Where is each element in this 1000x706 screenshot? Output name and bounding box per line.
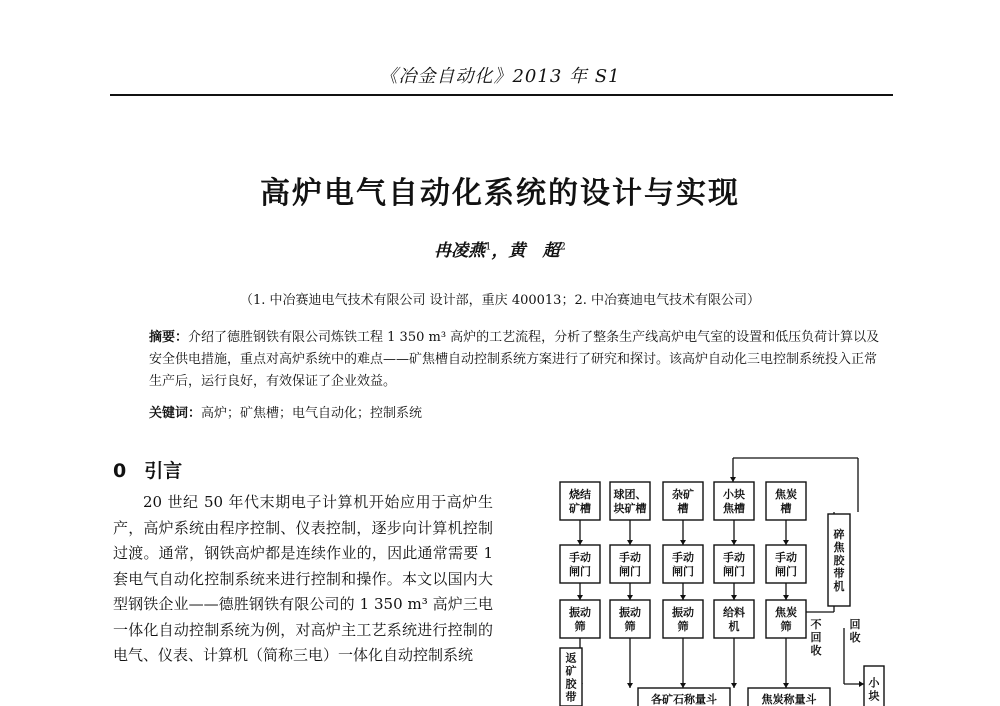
- hopper-arrow: [783, 683, 789, 688]
- abstract-label: 摘要：: [149, 330, 189, 345]
- crushed-coke-belt-box-label: 碎: [833, 528, 845, 541]
- gate-box-label: 手动: [619, 551, 641, 564]
- flow-boxes: [560, 482, 884, 706]
- affiliation: （1. 中冶赛迪电气技术有限公司 设计部，重庆 400013；2. 中冶赛迪电气技术有限公司）: [240, 293, 760, 308]
- gate-box-label: 闸门: [569, 565, 591, 578]
- hopper-arrow: [627, 683, 633, 688]
- gate-box-label: 手动: [723, 551, 745, 564]
- body-paragraph: 20 世纪 50 年代末期电子计算机开始应用于高炉生产，高炉系统由程序控制、仪表控制，逐步向计算机控制过渡。通常，钢铁高炉都是连续作业的，因此通常需要 1 套电气自动化控制系统来进行控制和操作。本文以国内大型钢铁企业——德胜钢铁有限公司的 1 350 m³ 高炉三电一体化自动控制系统为例，对高炉主工艺系统进行控制的电气、仪表、计算机（简称三电）一体化自动控制系统: [113, 493, 493, 664]
- screen-box: [560, 600, 600, 638]
- small-lump-box: [864, 666, 884, 706]
- bin-box-label: 烧结: [569, 488, 591, 501]
- column-arrow: [627, 540, 633, 545]
- author-separator: ，: [491, 241, 509, 261]
- column-arrow: [783, 595, 789, 600]
- keywords-label: 关键词：: [149, 406, 202, 421]
- running-head: 《冶金自动化》2013 年 S1: [379, 66, 621, 87]
- bin-box-label: 小块: [723, 488, 745, 501]
- bin-box-label: 槽: [780, 502, 792, 515]
- gate-box-label: 闸门: [775, 565, 797, 578]
- bin-box-label: 矿槽: [569, 502, 591, 515]
- hopper-arrow: [731, 683, 737, 688]
- crushed-coke-belt-box-label: 带: [833, 567, 845, 580]
- ore-hopper-box-label: 各矿石称量斗: [651, 693, 717, 706]
- gate-box-label: 闸门: [723, 565, 745, 578]
- section-title: 引言: [144, 460, 183, 482]
- screen-box-label: 筛: [574, 620, 586, 633]
- section-number: 0: [113, 460, 127, 482]
- bin-box: [610, 482, 650, 520]
- section-heading: [113, 456, 200, 483]
- screen-box: [663, 600, 703, 638]
- gate-box-label: 闸门: [672, 565, 694, 578]
- screen-box-label: 筛: [677, 620, 689, 633]
- bin-box: [560, 482, 600, 520]
- bin-box: [663, 482, 703, 520]
- return-belt-box-label: 胶: [565, 677, 577, 691]
- return-belt-box-label: 返: [565, 651, 577, 665]
- screen-box-label: 给料: [723, 606, 745, 619]
- column-arrow: [577, 595, 583, 600]
- header-rule: [110, 94, 893, 96]
- return-belt-box-label: 矿: [565, 664, 577, 678]
- column-arrow: [731, 540, 737, 545]
- column-arrow: [577, 540, 583, 545]
- flow-diagram-svg: [548, 452, 888, 706]
- crushed-coke-belt-box-label: 焦: [833, 541, 845, 554]
- not-recycled-label: 收: [810, 644, 822, 657]
- crushed-coke-belt-box-label: 机: [833, 580, 845, 593]
- screen-box-label: 筛: [624, 620, 636, 633]
- process-flow-diagram: [548, 452, 888, 706]
- ore-hopper-box: [638, 688, 730, 706]
- column-arrow: [783, 540, 789, 545]
- feed-loop-arrow: [730, 477, 736, 482]
- gate-box: [766, 545, 806, 583]
- screen-box-label: 筛: [780, 620, 792, 633]
- screen-box-label: 振动: [672, 606, 694, 619]
- gate-box: [610, 545, 650, 583]
- return-belt-box-label: 带: [565, 690, 577, 704]
- bin-box: [714, 482, 754, 520]
- screen-box: [766, 600, 806, 638]
- column-arrow: [680, 540, 686, 545]
- keywords: [149, 402, 889, 421]
- bin-box-label: 焦槽: [723, 502, 745, 515]
- bin-box-label: 焦炭: [775, 488, 797, 501]
- bin-box-label: 块矿槽: [613, 502, 647, 515]
- column-arrow: [627, 595, 633, 600]
- column-arrow: [680, 595, 686, 600]
- gate-box: [663, 545, 703, 583]
- gate-box-label: 闸门: [619, 565, 641, 578]
- screen-box: [610, 600, 650, 638]
- bin-box-label: 球团、: [613, 488, 647, 501]
- screen-box-label: 焦炭: [775, 606, 797, 619]
- gate-box-label: 手动: [672, 551, 694, 564]
- abstract-text: 介绍了德胜钢铁有限公司炼铁工程 1 350 m³ 高炉的工艺流程，分析了整条生产线高炉电气室的设置和低压负荷计算以及安全供电措施，重点对高炉系统中的难点——矿焦槽自动控制系统方案进行了研究和探讨。该高炉自动化三电控制系统投入正常生产后，运行良好，有效保证了企业效益。: [149, 330, 880, 389]
- hopper-arrow: [680, 683, 686, 688]
- abstract: [149, 327, 889, 393]
- screen-box-label: 振动: [569, 606, 591, 619]
- crushed-coke-belt-box: [828, 514, 850, 606]
- author-affil-mark: 1: [485, 241, 492, 253]
- recycled-label: 回: [849, 618, 861, 631]
- not-recycled-label: 不: [810, 618, 822, 631]
- screen-box: [714, 600, 754, 638]
- authors: [0, 236, 1000, 261]
- coke-hopper-box-label: 焦炭称量斗: [761, 693, 817, 706]
- recycle-arrow: [859, 681, 864, 687]
- gate-box-label: 手动: [775, 551, 797, 564]
- bin-box-label: 槽: [677, 502, 689, 515]
- author-name: 黄 超: [508, 241, 560, 261]
- small-lump-box-label: 块: [868, 689, 880, 703]
- coke-hopper-box: [748, 688, 830, 706]
- bin-box-label: 杂矿: [672, 488, 694, 501]
- author-affil-mark: 2: [559, 241, 566, 253]
- return-belt-box: [560, 648, 582, 706]
- recycled-label: 收: [849, 631, 861, 644]
- column-arrow: [731, 595, 737, 600]
- small-lump-box-label: 小: [868, 676, 880, 690]
- gate-box: [714, 545, 754, 583]
- gate-box-label: 手动: [569, 551, 591, 564]
- crushed-coke-belt-box-label: 胶: [833, 554, 845, 567]
- keywords-text: 高炉；矿焦槽；电气自动化；控制系统: [201, 406, 423, 421]
- author-name: 冉凌燕: [434, 241, 486, 261]
- screen-box-label: 机: [728, 620, 740, 633]
- screen-box-label: 振动: [619, 606, 641, 619]
- not-recycled-label: 回: [810, 631, 822, 644]
- bin-box: [766, 482, 806, 520]
- gate-box: [560, 545, 600, 583]
- paper-title: 高炉电气自动化系统的设计与实现: [260, 176, 740, 211]
